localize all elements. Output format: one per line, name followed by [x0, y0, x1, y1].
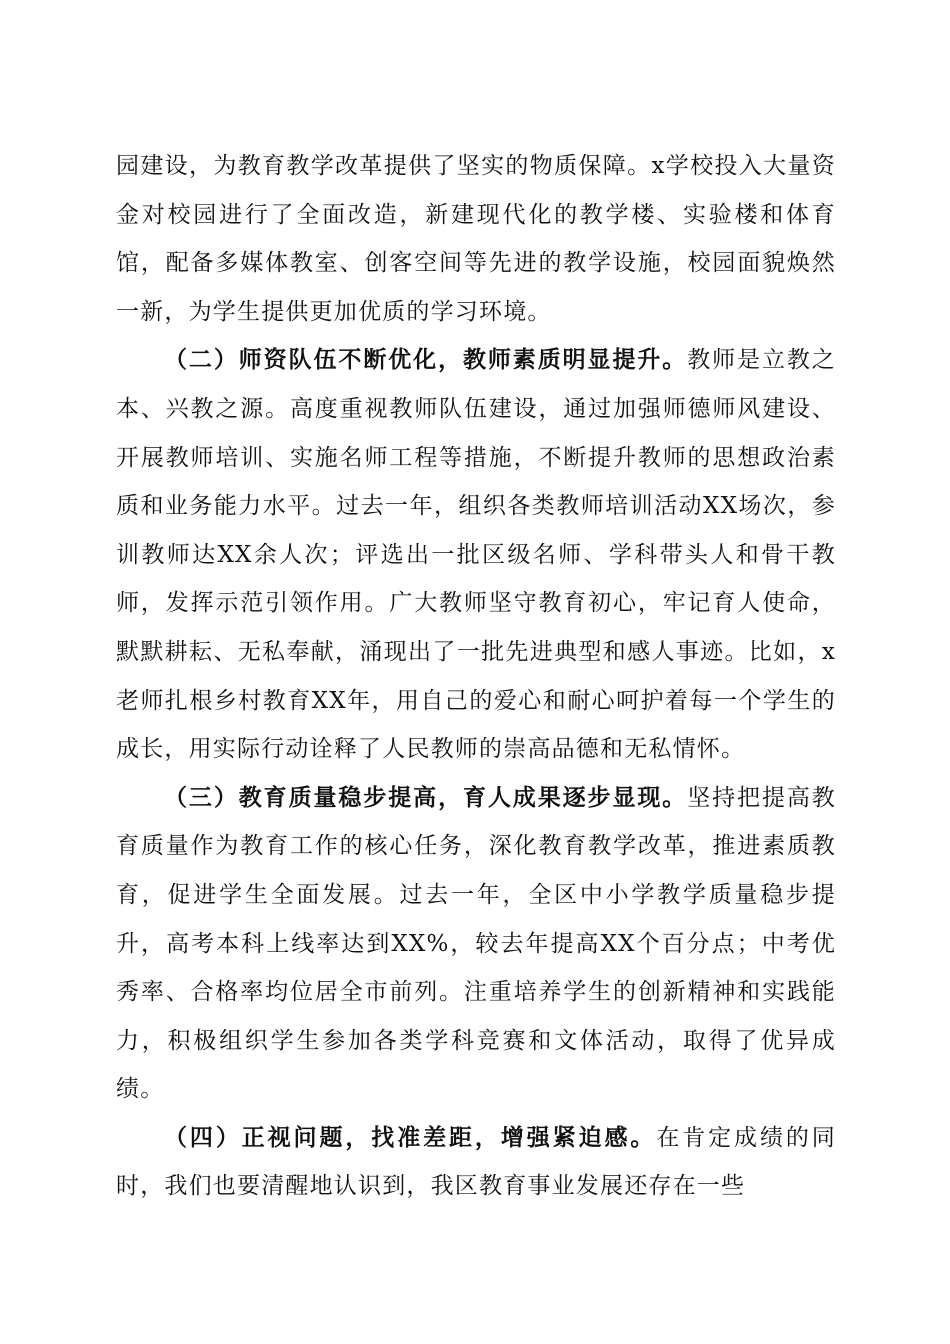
document-page [116, 142, 836, 1211]
paragraph-education-quality [116, 774, 836, 1114]
paragraph-lead: （二）师资队伍不断优化，教师素质明显提升。 [164, 346, 688, 374]
paragraph-body: 教师是立教之本、兴教之源。高度重视教师队伍建设，通过加强师德师风建设、开展教师培训、实施名师工程等措施，不断提升教师的思想政治素质和业务能力水平。过去一年，组织各类教师培训活动XX场次，参训教师达XX余人次；评选出一批区级名师、学科带头人和骨干教师，发挥示范引领作用。广大教师坚守教育初心，牢记育人使命，默默耕耘、无私奉献，涌现出了一批先进典型和感人事迹。比如，x老师扎根乡村教育XX年，用自己的爱心和耐心呵护着每一个学生的成长，用实际行动诠释了人民教师的崇高品德和无私情怀。 [116, 347, 836, 763]
paragraph-campus-construction [116, 142, 836, 336]
paragraph-body: 园建设，为教育教学改革提供了坚实的物质保障。x学校投入大量资金对校园进行了全面改造，新建现代化的教学楼、实验楼和体育馆，配备多媒体教室、创客空间等先进的教学设施，校园面貌焕然一新，为学生提供更加优质的学习环境。 [116, 153, 836, 325]
paragraph-lead: （三）教育质量稳步提高，育人成果逐步显现。 [164, 783, 688, 811]
paragraph-teacher-team [116, 336, 836, 773]
paragraph-body: 坚持把提高教育质量作为教育工作的核心任务，深化教育教学改革，推进素质教育，促进学生全面发展。过去一年，全区中小学教学质量稳步提升，高考本科上线率达到XX%，较去年提高XX个百分点；中考优秀率、合格率均位居全市前列。注重培养学生的创新精神和实践能力，积极组织学生参加各类学科竞赛和文体活动，取得了优异成绩。 [116, 784, 836, 1103]
paragraph-face-problems [116, 1114, 836, 1211]
paragraph-lead: （四）正视问题，找准差距，增强紧迫感。 [164, 1123, 657, 1151]
paragraph-body: 在肯定成绩的同时，我们也要清醒地认识到，我区教育事业发展还存在一些 [116, 1124, 836, 1200]
